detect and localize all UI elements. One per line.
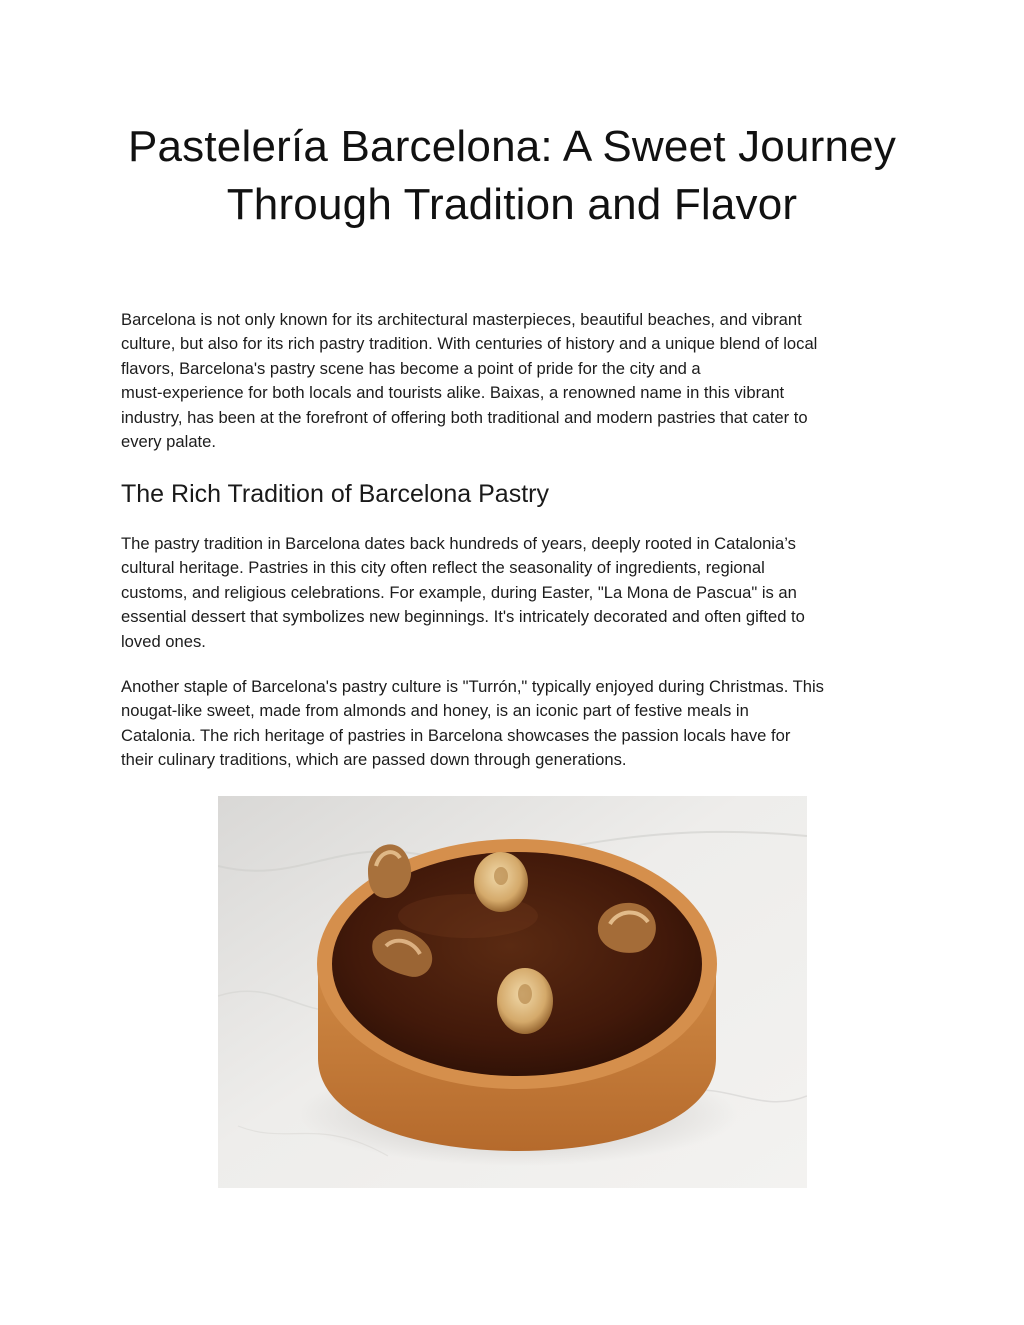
text-line: Barcelona is not only known for its architectural masterpieces, beautiful beaches, and vibrant — [121, 310, 802, 329]
text-line: every palate. — [121, 432, 217, 452]
text-line: Another staple of Barcelona's pastry culture is "Turrón," typically enjoyed during Christmas. This — [121, 677, 824, 696]
document-title — [100, 118, 924, 234]
text-line: flavors, Barcelona's pastry scene has become a point of pride for the city and a — [121, 358, 701, 378]
tradition-paragraph-2 — [121, 675, 911, 773]
text-line: loved ones. — [121, 631, 206, 651]
title-line: Through Tradition and Flavor — [226, 180, 798, 229]
hazelnut-center — [497, 968, 553, 1034]
hazelnut-top-center — [474, 852, 528, 912]
text-line: must-experience for both locals and tourists alike. Baixas, a renowned name in this vibrant — [121, 383, 785, 403]
intro-paragraph — [121, 308, 911, 454]
tart-illustration — [218, 796, 807, 1188]
text-line: The pastry tradition in Barcelona dates back hundreds of years, deeply rooted in Catalonia’s — [121, 534, 796, 553]
text-line: culture, but also for its rich pastry tradition. With centuries of history and a unique blend of local — [121, 334, 818, 354]
text-line: nougat-like sweet, made from almonds and honey, is an iconic part of festive meals in — [121, 701, 749, 721]
text-line: essential dessert that symbolizes new beginnings. It's intricately decorated and often gifted to — [121, 607, 805, 627]
chocolate-tart-photo — [218, 796, 807, 1188]
text-line: their culinary traditions, which are passed down through generations. — [121, 750, 627, 770]
title-line: Pastelería Barcelona: A Sweet Journey — [127, 122, 897, 171]
tradition-paragraph-1 — [121, 532, 911, 654]
text-line: industry, has been at the forefront of offering both traditional and modern pastries that cater to — [121, 407, 808, 427]
text-line: customs, and religious celebrations. For example, during Easter, "La Mona de Pascua" is an — [121, 582, 797, 602]
text-line: Catalonia. The rich heritage of pastries in Barcelona showcases the passion locals have for — [121, 725, 791, 745]
section-heading: The Rich Tradition of Barcelona Pastry — [121, 480, 549, 508]
text-line: cultural heritage. Pastries in this city often reflect the seasonality of ingredients, regional — [121, 558, 765, 578]
